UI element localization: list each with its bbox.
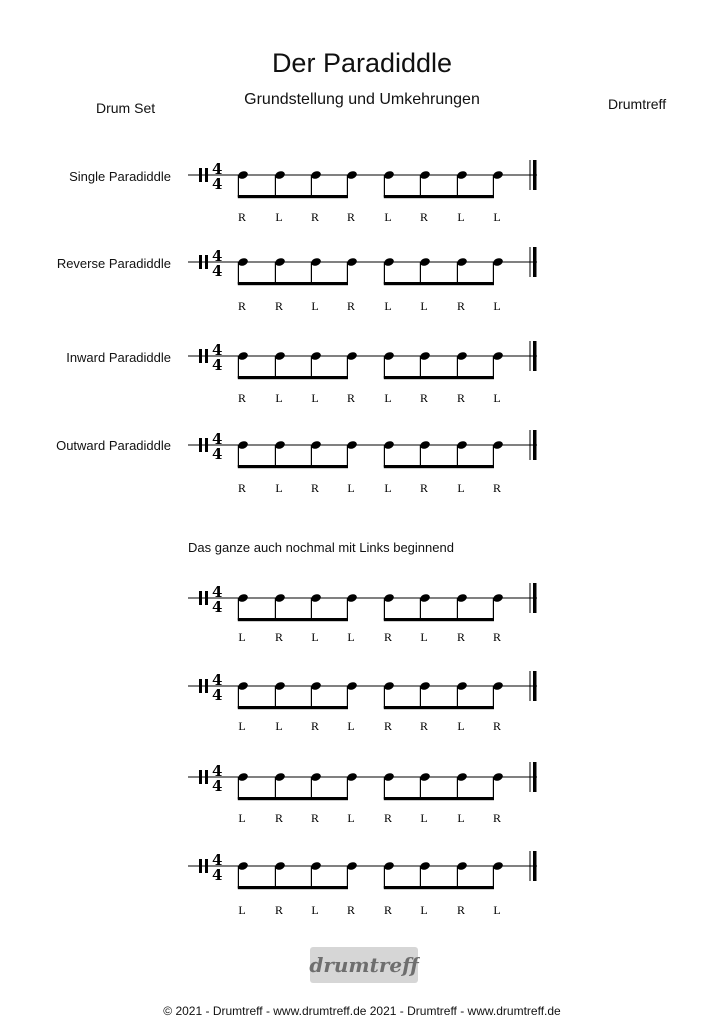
- sticking-letter: L: [311, 299, 319, 313]
- percussion-clef-icon: [199, 679, 202, 693]
- note-beam: [384, 706, 494, 709]
- sticking-letter: R: [383, 630, 393, 644]
- sticking-letter: R: [456, 630, 466, 644]
- percussion-clef-icon: [199, 770, 202, 784]
- sticking-letter: L: [311, 391, 319, 405]
- time-signature-top: 4: [212, 671, 223, 689]
- instrument-label: Drum Set: [96, 100, 156, 116]
- time-signature-top: 4: [212, 341, 223, 359]
- percussion-clef-icon: [199, 438, 202, 452]
- sticking-letter: R: [492, 630, 502, 644]
- sticking-letter: L: [384, 299, 392, 313]
- sticking-letter: R: [456, 299, 466, 313]
- note-beam: [238, 376, 348, 379]
- percussion-clef-icon: [205, 591, 208, 605]
- note-beam: [384, 465, 494, 468]
- percussion-clef-icon: [199, 591, 202, 605]
- sticking-letter: R: [456, 903, 466, 917]
- sticking-letter: R: [274, 630, 284, 644]
- sticking-letter: L: [457, 481, 465, 495]
- note-beam: [238, 465, 348, 468]
- time-signature-bottom: 4: [212, 356, 223, 374]
- sticking-letter: L: [238, 903, 246, 917]
- final-barline: [533, 851, 537, 881]
- author-label: Drumtreff: [608, 96, 667, 112]
- percussion-clef-icon: [199, 168, 202, 182]
- sticking-letter: L: [275, 391, 283, 405]
- footer-text: © 2021 - Drumtreff - www.drumtreff.de 2021 - Drumtreff - www.drumtreff.de: [163, 1004, 561, 1018]
- time-signature-bottom: 4: [212, 866, 223, 884]
- note-beam: [384, 195, 494, 198]
- time-signature-bottom: 4: [212, 175, 223, 193]
- sticking-letter: R: [419, 391, 429, 405]
- sticking-letter: L: [238, 719, 246, 733]
- time-signature-bottom: 4: [212, 686, 223, 704]
- sticking-letter: L: [238, 811, 246, 825]
- percussion-clef-icon: [199, 349, 202, 363]
- sticking-letter: R: [310, 719, 320, 733]
- exercise-label-reverse: Reverse Paradiddle: [56, 256, 171, 271]
- percussion-clef-icon: [205, 679, 208, 693]
- sticking-letter: R: [492, 481, 502, 495]
- time-signature-top: 4: [212, 160, 223, 178]
- sticking-letter: R: [383, 811, 393, 825]
- sticking-letter: R: [346, 299, 356, 313]
- time-signature-bottom: 4: [212, 445, 223, 463]
- sticking-letter: L: [311, 630, 319, 644]
- sticking-letter: R: [310, 811, 320, 825]
- final-barline: [533, 341, 537, 371]
- sticking-letter: R: [274, 299, 284, 313]
- sticking-letter: L: [420, 299, 428, 313]
- svg-text:drumtreff: drumtreff: [309, 953, 419, 977]
- sticking-letter: L: [493, 391, 501, 405]
- note-beam: [238, 282, 348, 285]
- note-beam: [238, 618, 348, 621]
- sticking-letter: R: [274, 811, 284, 825]
- percussion-clef-icon: [205, 770, 208, 784]
- sticking-letter: L: [347, 630, 355, 644]
- note-beam: [384, 886, 494, 889]
- sticking-letter: L: [347, 481, 355, 495]
- sticking-letter: L: [420, 811, 428, 825]
- sticking-letter: R: [383, 719, 393, 733]
- sticking-letter: L: [457, 719, 465, 733]
- sticking-letter: R: [492, 811, 502, 825]
- note-beam: [384, 618, 494, 621]
- sticking-letter: L: [493, 903, 501, 917]
- note-beam: [238, 797, 348, 800]
- sticking-letter: L: [275, 719, 283, 733]
- final-barline: [533, 583, 537, 613]
- page-title: Der Paradiddle: [271, 48, 453, 78]
- page-subtitle: Grundstellung und Umkehrungen: [244, 91, 480, 108]
- percussion-clef-icon: [205, 255, 208, 269]
- sticking-letter: R: [419, 481, 429, 495]
- sticking-letter: L: [275, 481, 283, 495]
- sticking-letter: L: [457, 210, 465, 224]
- sticking-letter: L: [238, 630, 246, 644]
- time-signature-top: 4: [212, 851, 223, 869]
- exercise-label-inward: Inward Paradiddle: [66, 350, 171, 365]
- sticking-letter: L: [384, 210, 392, 224]
- percussion-clef-icon: [205, 438, 208, 452]
- sticking-letter: R: [346, 903, 356, 917]
- note-beam: [384, 282, 494, 285]
- percussion-clef-icon: [199, 255, 202, 269]
- time-signature-top: 4: [212, 247, 223, 265]
- exercise-label-single: Single Paradiddle: [69, 169, 171, 184]
- note-beam: [238, 195, 348, 198]
- final-barline: [533, 671, 537, 701]
- sticking-letter: R: [346, 391, 356, 405]
- sticking-letter: R: [237, 391, 247, 405]
- note-beam: [238, 706, 348, 709]
- sticking-letter: R: [383, 903, 393, 917]
- percussion-clef-icon: [205, 859, 208, 873]
- final-barline: [533, 160, 537, 190]
- drumtreff-logo: [308, 944, 420, 986]
- sticking-letter: L: [384, 481, 392, 495]
- sticking-letter: R: [419, 719, 429, 733]
- sticking-letter: L: [493, 210, 501, 224]
- sticking-letter: L: [493, 299, 501, 313]
- note-beam: [384, 376, 494, 379]
- sticking-letter: R: [310, 210, 320, 224]
- time-signature-bottom: 4: [212, 598, 223, 616]
- sticking-letter: R: [237, 299, 247, 313]
- note-beam: [384, 797, 494, 800]
- time-signature-top: 4: [212, 430, 223, 448]
- sticking-letter: L: [420, 630, 428, 644]
- percussion-clef-icon: [199, 859, 202, 873]
- sticking-letter: L: [311, 903, 319, 917]
- time-signature-bottom: 4: [212, 262, 223, 280]
- sticking-letter: R: [419, 210, 429, 224]
- sticking-letter: L: [420, 903, 428, 917]
- sticking-letter: R: [310, 481, 320, 495]
- time-signature-bottom: 4: [212, 777, 223, 795]
- sticking-letter: L: [384, 391, 392, 405]
- final-barline: [533, 247, 537, 277]
- percussion-clef-icon: [205, 349, 208, 363]
- sticking-letter: L: [275, 210, 283, 224]
- final-barline: [533, 430, 537, 460]
- sticking-letter: R: [237, 210, 247, 224]
- sticking-letter: R: [237, 481, 247, 495]
- sticking-letter: R: [274, 903, 284, 917]
- section-note: Das ganze auch nochmal mit Links beginnend: [188, 540, 454, 555]
- sticking-letter: L: [457, 811, 465, 825]
- exercise-label-outward: Outward Paradiddle: [56, 438, 171, 453]
- time-signature-top: 4: [212, 762, 223, 780]
- sticking-letter: R: [346, 210, 356, 224]
- sticking-letter: R: [492, 719, 502, 733]
- sticking-letter: L: [347, 719, 355, 733]
- sticking-letter: R: [456, 391, 466, 405]
- note-beam: [238, 886, 348, 889]
- sticking-letter: L: [347, 811, 355, 825]
- percussion-clef-icon: [205, 168, 208, 182]
- final-barline: [533, 762, 537, 792]
- time-signature-top: 4: [212, 583, 223, 601]
